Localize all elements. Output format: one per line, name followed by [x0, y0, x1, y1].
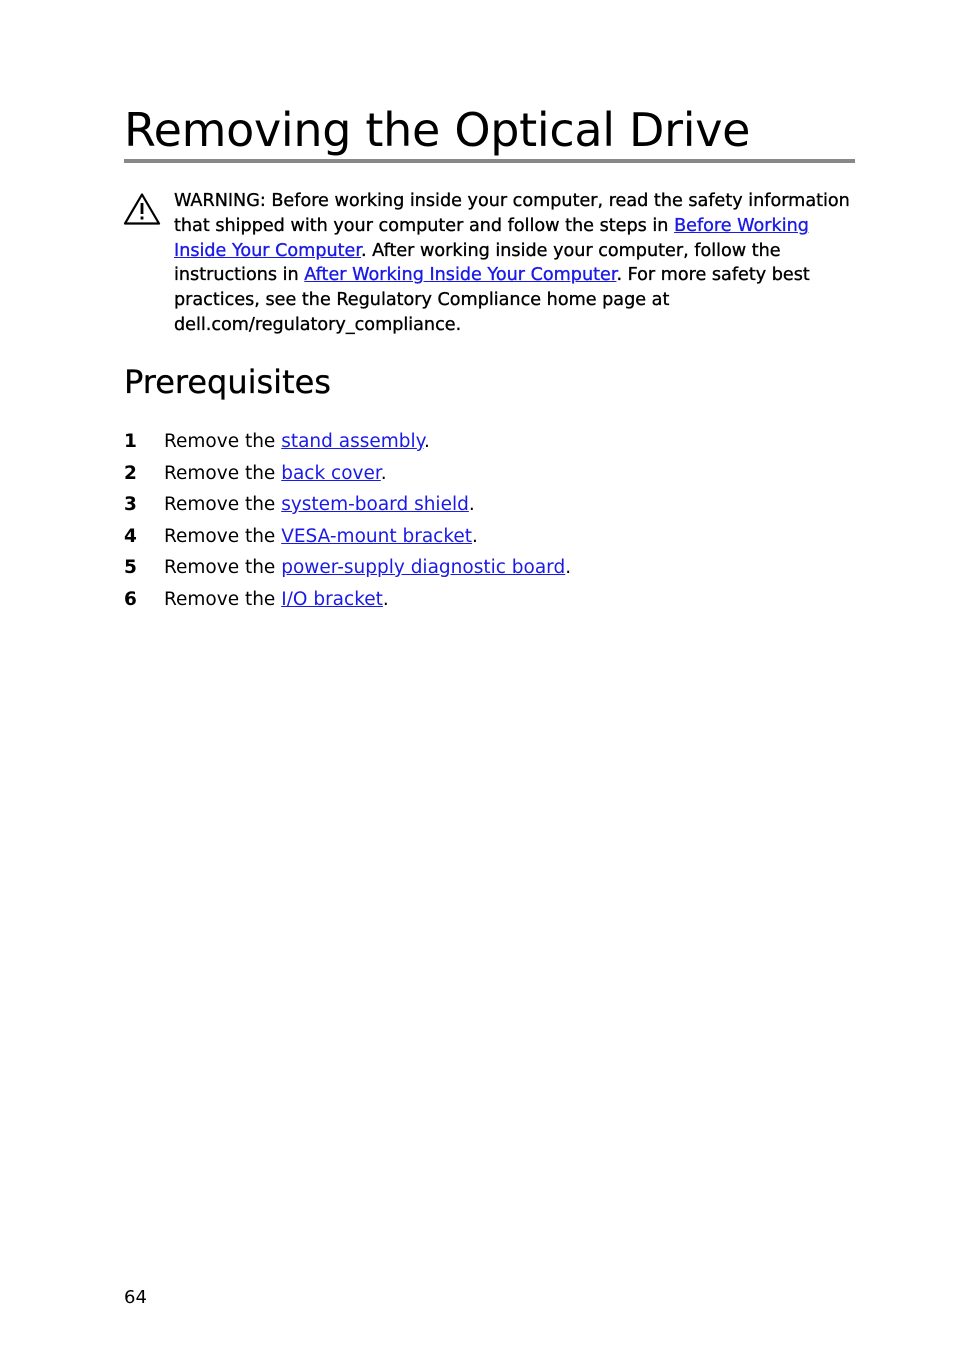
- step-suffix: .: [424, 431, 430, 452]
- step-suffix: .: [468, 494, 475, 515]
- step-number: 1: [124, 431, 137, 452]
- warning-message: [174, 189, 854, 338]
- warning-mid: . After working inside your computer, follow the instructions in: [174, 240, 781, 286]
- io-bracket-link[interactable]: I/O bracket: [281, 588, 383, 610]
- system-board-shield-link[interactable]: system-board shield: [281, 494, 469, 515]
- step-item: [124, 586, 571, 618]
- step-prefix: Remove the: [164, 462, 282, 484]
- step-item: [124, 491, 571, 523]
- step-number: 4: [124, 525, 137, 547]
- warning-intro: WARNING: Before working inside your computer, read the safety information that shipped with your computer and follow the steps in: [174, 191, 850, 236]
- step-prefix: Remove the: [164, 431, 282, 452]
- page-number: 64: [124, 1287, 147, 1308]
- warning-triangle-icon: [123, 192, 161, 226]
- step-number: 5: [124, 557, 137, 578]
- before-working-inside-link[interactable]: Before Working Inside Your Computer: [174, 215, 809, 261]
- warning-outro: . For more safety best practices, see the Regulatory Compliance home page at dell.com/regulatory_compliance.: [174, 265, 810, 335]
- title-underline-rule: [124, 159, 855, 163]
- step-item: [124, 523, 571, 555]
- back-cover-link[interactable]: back cover: [281, 462, 381, 484]
- step-item: [124, 460, 571, 492]
- prerequisites-heading: Prerequisites: [124, 363, 331, 401]
- step-item: [124, 554, 571, 586]
- step-number: 2: [124, 462, 137, 484]
- vesa-mount-bracket-link[interactable]: VESA-mount bracket: [281, 525, 473, 547]
- page-title: Removing the Optical Drive: [124, 103, 751, 157]
- prerequisite-steps-list: [124, 428, 571, 617]
- step-suffix: .: [382, 588, 389, 610]
- step-suffix: .: [380, 462, 387, 484]
- step-number: 3: [124, 494, 137, 515]
- step-suffix: .: [472, 525, 478, 547]
- step-suffix: .: [565, 557, 572, 578]
- power-supply-diagnostic-board-link[interactable]: power-supply diagnostic board: [281, 557, 566, 578]
- after-working-inside-link[interactable]: After Working Inside Your Computer: [304, 265, 617, 286]
- step-item: [124, 428, 571, 460]
- step-prefix: Remove the: [164, 494, 282, 515]
- step-prefix: Remove the: [164, 588, 282, 610]
- step-number: 6: [124, 588, 137, 610]
- step-prefix: Remove the: [164, 525, 282, 547]
- step-prefix: Remove the: [164, 557, 282, 578]
- stand-assembly-link[interactable]: stand assembly: [281, 431, 424, 452]
